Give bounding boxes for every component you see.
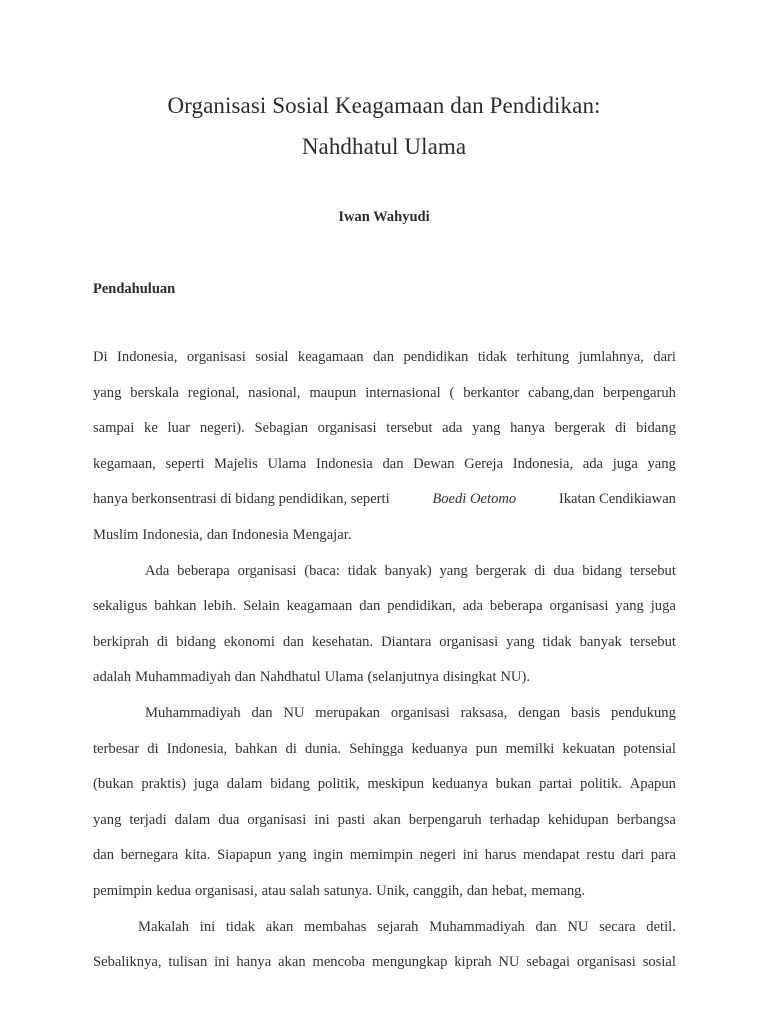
word: kekuatan: [562, 740, 616, 757]
word: Di: [93, 349, 108, 365]
word: tersebut: [629, 562, 676, 579]
word: kedua: [156, 882, 192, 899]
word: tidak: [347, 562, 377, 579]
word: tidak: [225, 918, 256, 935]
word: organisasi: [439, 633, 499, 650]
word: organisasi: [317, 420, 377, 437]
word: memang.: [531, 882, 586, 899]
word: dari: [653, 349, 676, 365]
body-line: [93, 554, 676, 590]
word: juga: [193, 776, 219, 793]
word: sejarah: [377, 918, 419, 935]
word: juga: [650, 598, 676, 615]
word: dua: [553, 562, 575, 579]
body-line: [93, 910, 676, 946]
word: dalam: [174, 811, 211, 828]
word: bahkan: [235, 740, 278, 757]
word: satunya.: [323, 882, 373, 899]
word: politik.: [580, 776, 622, 793]
word: Gereja: [464, 455, 504, 472]
word: detil.: [646, 918, 676, 935]
word: sosial: [642, 954, 676, 971]
word: regional,: [187, 384, 240, 401]
word: terhitung: [516, 349, 570, 365]
word: yang: [439, 562, 468, 579]
word: yang: [615, 598, 644, 615]
word: dan: [535, 918, 557, 935]
body-text-segment: hanya berkonsentrasi di bidang pendidikan, seperti: [93, 491, 390, 508]
word: potensial: [623, 740, 676, 757]
body-line: [93, 625, 676, 661]
word: organisasi: [576, 954, 636, 971]
word: Diantara: [381, 633, 432, 650]
word: yang: [278, 847, 307, 864]
word: (bukan: [93, 776, 134, 793]
body-line: [93, 945, 676, 981]
word: partai: [539, 776, 573, 793]
word: tidak: [477, 349, 507, 365]
word: seperti: [165, 455, 205, 472]
word: tersebut: [386, 420, 433, 437]
word: ekonomi: [223, 633, 275, 650]
word: Ulama: [324, 669, 364, 686]
word: kiprah: [454, 954, 492, 971]
word: Indonesia,: [512, 455, 574, 472]
word: banyak): [384, 562, 432, 579]
word: bidang: [582, 562, 622, 579]
word: keduanya: [411, 740, 468, 757]
word: memimpin: [349, 847, 413, 864]
section-heading: Pendahuluan: [93, 281, 176, 297]
word: berskala: [130, 384, 179, 401]
word: pemimpin: [93, 882, 153, 899]
word: ke: [144, 420, 158, 437]
word: dan: [382, 455, 404, 472]
word: para: [650, 847, 676, 864]
word: pun: [475, 740, 498, 757]
word: Indonesia,: [117, 349, 178, 365]
word: berkiprah: [93, 633, 149, 650]
word: dan: [206, 526, 228, 543]
word: yang: [93, 811, 122, 828]
word: NU: [283, 704, 305, 721]
word: Indonesia: [231, 526, 289, 543]
word: bergerak: [475, 562, 527, 579]
word: atau: [261, 882, 286, 899]
word: kita.: [184, 847, 211, 864]
word: organisasi,: [195, 882, 258, 899]
word: tulisan: [168, 954, 208, 971]
word: mengungkap: [372, 954, 448, 971]
italic-organization-name: Boedi Oetomo: [432, 491, 517, 508]
word: basis: [571, 704, 601, 721]
word: di: [147, 740, 159, 757]
word: organisasi: [549, 598, 609, 615]
word: bernegara: [120, 847, 179, 864]
word: dan: [372, 349, 395, 365]
word: hebat,: [491, 882, 528, 899]
word: NU: [498, 954, 520, 971]
word: Mengajar.: [292, 526, 352, 543]
body-line: [93, 732, 676, 768]
word: Indonesia,: [142, 526, 203, 543]
word: pendukung: [611, 704, 676, 721]
word: bukan: [495, 776, 532, 793]
body-line: [93, 767, 676, 803]
body-line: [93, 340, 676, 376]
body-text-segment: Ikatan Cendikiawan: [558, 491, 676, 508]
word: sebagai: [526, 954, 571, 971]
word: mendapat: [523, 847, 580, 864]
word: di: [285, 740, 297, 757]
word: pendidikan: [403, 349, 469, 365]
document-title-line-2: Nahdhatul Ulama: [301, 134, 467, 159]
word: juga: [612, 455, 638, 472]
word: organisasi: [186, 349, 246, 365]
word: restu: [586, 847, 615, 864]
word: negeri: [419, 847, 457, 864]
word: ada: [462, 598, 483, 615]
word: harus: [484, 847, 517, 864]
word: disingkat: [442, 669, 497, 686]
word: yang: [647, 455, 676, 472]
word: kehidupan: [547, 811, 609, 828]
word: luar: [167, 420, 191, 437]
word: ada: [442, 420, 463, 437]
word: terbesar: [93, 740, 140, 757]
word: bidang: [636, 420, 676, 437]
body-line: [93, 589, 676, 625]
word: berbangsa: [616, 811, 676, 828]
body-line: [93, 411, 676, 447]
word: terhadap: [489, 811, 540, 828]
body-line: [93, 376, 676, 412]
word: hanya: [236, 954, 272, 971]
word: dan: [234, 669, 256, 686]
word: secara: [599, 918, 636, 935]
word: Indonesia,: [166, 740, 228, 757]
word: Sebaliknya,: [93, 954, 162, 971]
word: akan: [373, 811, 401, 828]
word: Muhammadiyah: [145, 704, 241, 721]
word: sampai: [93, 420, 135, 437]
word: berpengaruh: [408, 811, 482, 828]
body-line: [93, 838, 676, 874]
word: keagamaan: [286, 598, 353, 615]
word: Apapun: [629, 776, 676, 793]
word: dan: [466, 882, 488, 899]
word: raksasa,: [460, 704, 508, 721]
word: Unik,: [376, 882, 409, 899]
author-name: Iwan Wahyudi: [338, 209, 430, 225]
word: ini: [214, 954, 230, 971]
word: adalah: [93, 669, 132, 686]
word: membahas: [304, 918, 367, 935]
word: Indonesia: [316, 455, 373, 472]
word: bidang: [270, 776, 310, 793]
word: NU: [567, 918, 589, 935]
document-title-line-1: Organisasi Sosial Keagamaan dan Pendidikan:: [167, 93, 601, 118]
word: (baca:: [304, 562, 340, 579]
word: canggih,: [413, 882, 463, 899]
body-line: [93, 660, 676, 696]
word: ingin: [313, 847, 344, 864]
word: Muslim: [93, 526, 139, 543]
word: ada: [582, 455, 604, 472]
word: akan: [265, 918, 294, 935]
word: dan: [251, 704, 273, 721]
word: Selain: [243, 598, 280, 615]
word: dua: [218, 811, 240, 828]
word: internasional: [365, 384, 441, 401]
word: Ada: [145, 562, 170, 579]
word: mencoba: [312, 954, 366, 971]
word: praktis): [141, 776, 186, 793]
word: kegamaan,: [93, 455, 156, 472]
word: politik,: [317, 776, 360, 793]
word: yang: [506, 633, 535, 650]
word: bergerak: [554, 420, 606, 437]
word: dan: [93, 847, 115, 864]
word: beberapa: [177, 562, 230, 579]
word: berpengaruh: [603, 384, 676, 401]
word: bahkan: [154, 598, 197, 615]
word: dengan: [518, 704, 561, 721]
word: di: [156, 633, 169, 650]
word: maupun: [309, 384, 357, 401]
word: dan: [359, 598, 381, 615]
word: banyak: [579, 633, 622, 650]
word: Muhammadiyah: [135, 669, 231, 686]
body-line: [93, 447, 676, 483]
word: Majelis: [214, 455, 258, 472]
word: kesehatan.: [311, 633, 374, 650]
word: salah: [289, 882, 320, 899]
word: sosial: [255, 349, 289, 365]
word: dan: [282, 633, 304, 650]
word: Muhammadiyah: [429, 918, 525, 935]
body-text: [93, 340, 676, 981]
word: organisasi: [390, 704, 450, 721]
word: (selanjutnya: [367, 669, 439, 686]
word: yang: [472, 420, 501, 437]
word: memilki: [505, 740, 555, 757]
word: keduanya: [431, 776, 488, 793]
body-line: [93, 803, 676, 839]
word: Makalah: [138, 918, 190, 935]
word: organisasi: [237, 562, 297, 579]
word: dari: [621, 847, 645, 864]
word: meskipun: [367, 776, 425, 793]
word: lebih.: [203, 598, 237, 615]
word: (: [449, 384, 455, 401]
word: yang: [93, 384, 122, 401]
word: Nahdhatul: [259, 669, 321, 686]
word: beberapa: [489, 598, 543, 615]
body-line: [93, 696, 676, 732]
word: nasional,: [248, 384, 301, 401]
word: pasti: [337, 811, 366, 828]
body-line-with-italic: [93, 482, 676, 518]
word: tidak: [542, 633, 572, 650]
word: jumlahnya,: [578, 349, 644, 365]
word: di: [615, 420, 627, 437]
word: akan: [278, 954, 306, 971]
word: organisasi: [247, 811, 307, 828]
word: Ulama: [267, 455, 307, 472]
word: Sebagian: [254, 420, 308, 437]
word: dunia.: [305, 740, 342, 757]
word: cabang,dan: [528, 384, 595, 401]
word: ini: [462, 847, 479, 864]
word: negeri).: [199, 420, 245, 437]
word: bidang: [176, 633, 216, 650]
body-line: [93, 518, 676, 554]
word: pendidikan,: [387, 598, 456, 615]
word: di: [534, 562, 546, 579]
word: tersebut: [629, 633, 676, 650]
word: Sehingga: [349, 740, 404, 757]
word: ini: [199, 918, 216, 935]
word: keagamaan: [297, 349, 364, 365]
word: ini: [314, 811, 330, 828]
word: hanya: [510, 420, 545, 437]
word: Dewan: [413, 455, 455, 472]
word: sekaligus: [93, 598, 148, 615]
word: dalam: [226, 776, 263, 793]
word: Siapapun: [217, 847, 272, 864]
word: berkantor: [463, 384, 520, 401]
word: NU).: [500, 669, 530, 686]
body-line: [93, 874, 676, 910]
word: merupakan: [315, 704, 381, 721]
word: terjadi: [129, 811, 167, 828]
